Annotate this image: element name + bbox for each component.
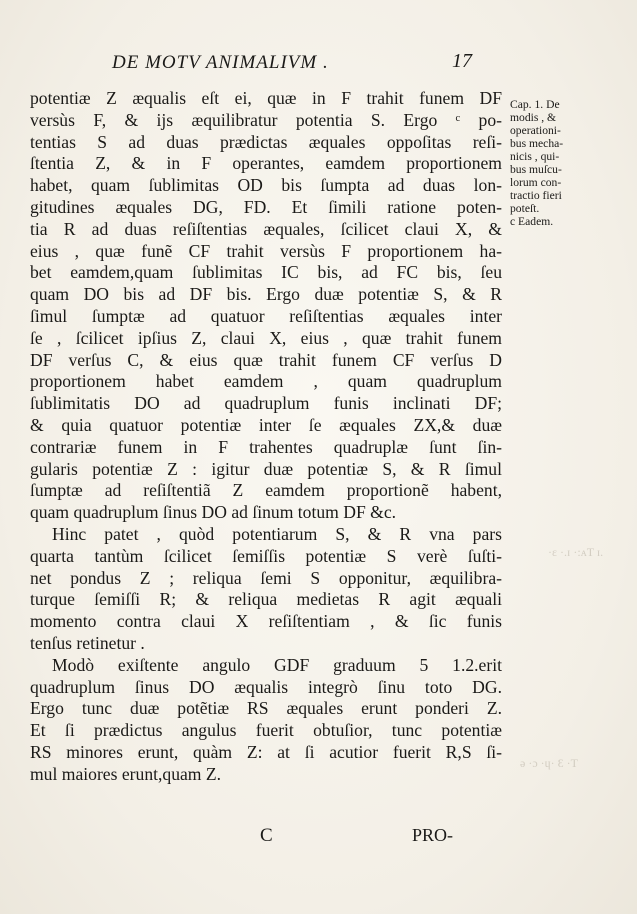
text-line: DF verſus C, & eius quæ trahit funem CF verſus D xyxy=(30,349,502,370)
text-line: ſe , ſcilicet ipſius Z, claui X, eius , quæ trahit funem xyxy=(30,327,502,348)
text-line: potentiæ Z æqualis eſt ei, quæ in F trahit funem DF xyxy=(30,88,502,108)
text-line: versùs F, & ijs æquilibratur potentia S. Ergo ᶜ po- xyxy=(30,109,502,130)
text-line: tia R ad duas reſiſtentias æquales, ſcilicet claui X, & xyxy=(30,218,502,239)
paragraph-start-line: Modò exiſtente angulo GDF graduum 5 1.2.erit xyxy=(52,654,502,675)
text-line: quam DO bis ad DF bis. Ergo duæ potentiæ S, & R xyxy=(30,284,502,305)
text-line: RS minores erunt, quàm Z: at ſi acutior fuerit R,S ſi- xyxy=(30,741,502,762)
text-line: tentias S ad duas prædictas æquales oppoſitas reſi- xyxy=(30,131,502,152)
running-head: DE MOTV ANIMALIVM . xyxy=(112,52,329,73)
text-line: Ergo tunc duæ potẽtiæ RS æquales erunt ponderi Z. xyxy=(30,698,502,719)
marginal-note-line: c Eadem. xyxy=(510,215,554,228)
text-line: ſtentia Z, & in F operantes, eamdem proportionem xyxy=(30,153,502,174)
text-line: mul maiores erunt,quam Z. xyxy=(30,763,222,784)
text-line: quadruplum ſinus DO æqualis integrò ſinu toto DG. xyxy=(30,676,502,697)
marginal-note xyxy=(510,98,596,228)
text-line: gitudines æquales DG, FD. Et ſimili ratione poten- xyxy=(30,196,502,217)
text-line: contrariæ funem in F trahentes quadruplæ ſunt ſin- xyxy=(30,436,502,457)
marginal-note-line: poteſt. xyxy=(510,202,540,215)
show-through-ink-mark: ǝ ·ɔ ·ɥ· Ɛ ·T xyxy=(520,756,578,770)
text-line: turque ſemiſſi R; & reliqua medietas R agit æquali xyxy=(30,589,502,610)
page-number: 17 xyxy=(452,50,472,72)
text-line: quarta tantùm ſcilicet ſemiſſis potentiæ S verè ſuſti- xyxy=(30,545,502,566)
marginal-note-line: operationi- xyxy=(510,124,561,137)
text-line: ſimul ſumptæ ad quatuor reſiſtentias æquales inter xyxy=(30,305,502,326)
marginal-note-line: tractio fieri xyxy=(510,189,562,202)
text-line: eius , quæ funẽ CF trahit versùs F proportionem ha- xyxy=(30,240,502,261)
signature-mark: C xyxy=(260,825,273,846)
text-line: gularis potentiæ Z : igitur duæ potentiæ S, & R ſimul xyxy=(30,458,502,479)
text-line: habet, quam ſublimitas OD bis ſumpta ad duas lon- xyxy=(30,175,502,196)
text-line: tenſus retinetur . xyxy=(30,632,145,653)
marginal-note-line: nicis , qui- xyxy=(510,150,560,163)
text-line: ſumptæ ad reſiſtentiã Z eamdem proportionẽ habent, xyxy=(30,480,502,501)
text-line: & quia quatuor potentiæ inter ſe æquales ZX,& duæ xyxy=(30,414,502,435)
show-through-ink-mark: ·ɛ ·.ɪ ·:ᴀT ɪ. xyxy=(548,545,604,559)
body-text xyxy=(30,88,502,786)
text-line: bet eamdem,quam ſublimitas IC bis, ad FC bis, ſeu xyxy=(30,262,502,283)
paragraph-start-line: Hinc patet , quòd potentiarum S, & R vna pars xyxy=(52,523,502,544)
text-line: proportionem habet eamdem , quam quadruplum xyxy=(30,371,502,392)
marginal-note-line: bus mecha- xyxy=(510,137,564,150)
text-line: quam quadruplum ſinus DO ad ſinum totum DF &c. xyxy=(30,502,397,523)
text-line: Et ſi prædictus angulus fuerit obtuſior, tunc potentiæ xyxy=(30,720,502,741)
text-line: net pondus Z ; reliqua ſemi S opponitur, æquilibra- xyxy=(30,567,502,588)
text-line: momento contra claui X reſiſtentiam , & ſic funis xyxy=(30,611,502,632)
text-line: ſublimitatis DO ad quadruplum funis inclinati DF; xyxy=(30,393,502,414)
catchword: PRO- xyxy=(412,825,454,845)
marginal-note-line: modis , & xyxy=(510,111,557,124)
marginal-note-line: Cap. 1. De xyxy=(510,98,560,111)
marginal-note-line: bus muſcu- xyxy=(510,163,562,176)
marginal-note-line: lorum con- xyxy=(510,176,562,189)
